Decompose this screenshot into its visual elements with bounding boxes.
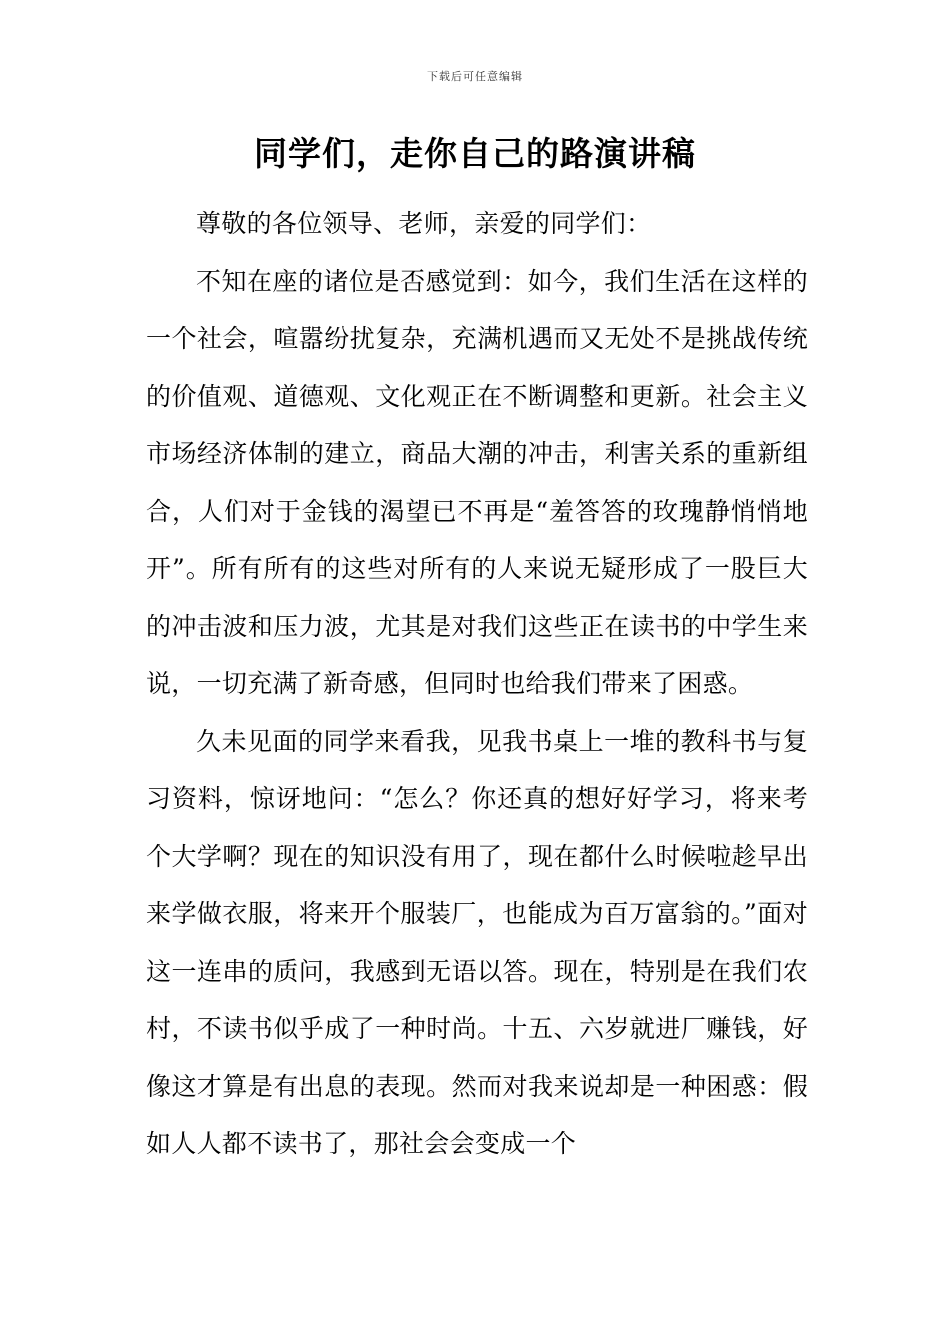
document-title: 同学们，走你自己的路演讲稿 [254,134,696,173]
paragraph-salutation: 尊敬的各位领导、老师，亲爱的同学们： [196,209,652,238]
header-note: 下载后可任意编辑 [427,70,523,83]
paragraph-1: 不知在座的诸位是否感觉到：如今，我们生活在这样的一个社会，喧嚣纷扰复杂，充满机遇而又无处不是挑战传统的价值观、道德观、文化观正在不断调整和更新。社会主义市场经济体制的建立，商品大潮的冲击，利害关系的重新组合，人们对于金钱的渴望已不再是“羞答答的玫瑰静悄悄地开”。所有所有的这些对所有的人来说无疑形成了一股巨大的冲击波和压力波，尤其是对我们这些正在读书的中学生来说，一切充满了新奇感，但同时也给我们带来了困惑。 [146,266,808,698]
paragraph-2: 久未见面的同学来看我，见我书桌上一堆的教科书与复习资料，惊讶地问：“怎么？你还真的想好好学习，将来考个大学啊？现在的知识没有用了，现在都什么时候啦趁早出来学做衣服，将来开个服装厂，也能成为百万富翁的。”面对这一连串的质问，我感到无语以答。现在，特别是在我们农村，不读书似乎成了一种时尚。十五、六岁就进厂赚钱，好像这才算是有出息的表现。然而对我来说却是一种困惑：假如人人都不读书了，那社会会变成一个 [146,726,808,1158]
document-body [146,195,808,1173]
